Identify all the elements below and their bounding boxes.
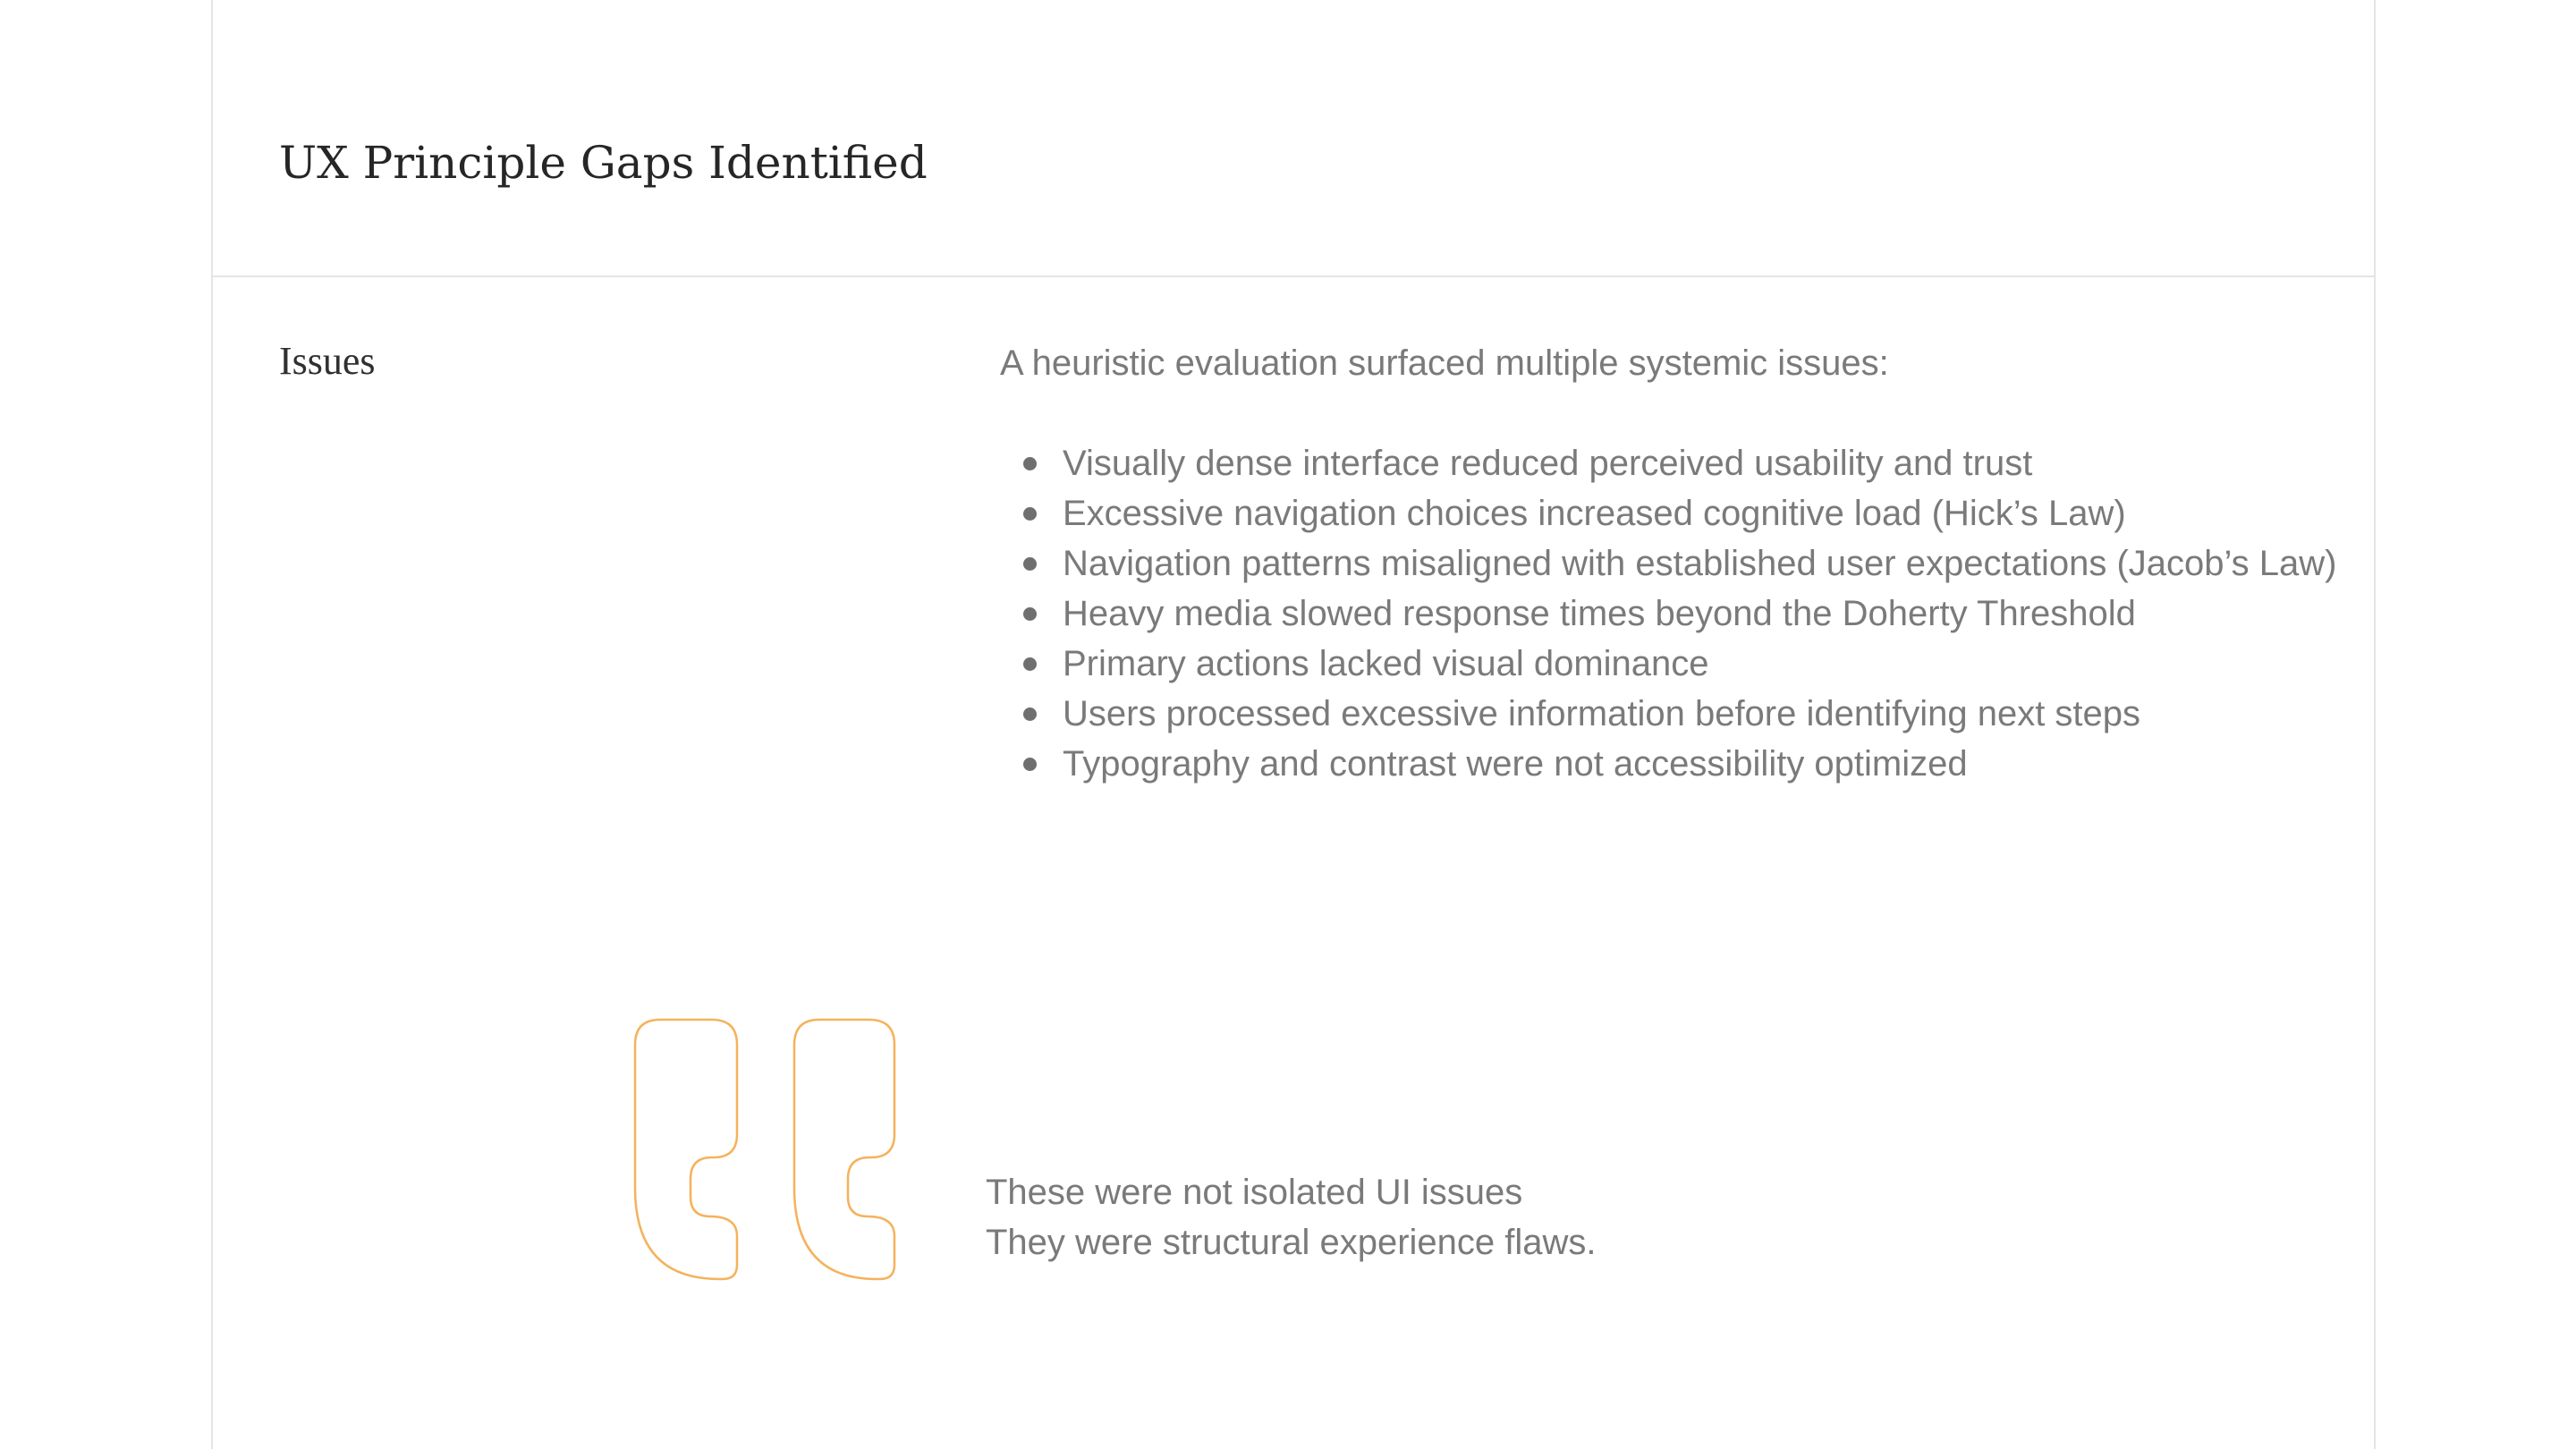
bullet-icon: [1023, 758, 1037, 771]
list-item: [1063, 689, 2521, 739]
list-item-text: Users processed excessive information before identifying next steps: [1063, 694, 2141, 733]
list-item-text: Visually dense interface reduced perceived usability and trust: [1063, 444, 2033, 483]
list-item: [1063, 739, 2521, 789]
quote-line-1: These were not isolated UI issues: [986, 1173, 1523, 1212]
list-item: [1063, 589, 2521, 639]
quote-text: [986, 1167, 1597, 1267]
quote-mark-icon: [633, 1018, 902, 1281]
list-item-text: Heavy media slowed response times beyond the Doherty Threshold: [1063, 594, 2136, 633]
list-item: [1063, 438, 2521, 488]
bullet-icon: [1023, 507, 1037, 521]
bullet-icon: [1023, 557, 1037, 571]
quote-line-2: They were structural experience flaws.: [986, 1223, 1597, 1262]
issues-list: [1063, 438, 2521, 789]
bullet-icon: [1023, 657, 1037, 671]
content-panel: [211, 0, 2376, 1449]
section-label-issues: Issues: [279, 339, 376, 383]
list-item: [1063, 639, 2521, 689]
page-title: UX Principle Gaps Identified: [279, 137, 928, 189]
list-item-text: Excessive navigation choices increased cognitive load (Hick’s Law): [1063, 494, 2126, 533]
bullet-icon: [1023, 607, 1037, 621]
list-item-text: Typography and contrast were not accessibility optimized: [1063, 744, 1968, 784]
bullet-icon: [1023, 708, 1037, 721]
list-item-text: Navigation patterns misaligned with established user expectations (Jacob’s Law): [1063, 544, 2337, 583]
header-divider: [213, 275, 2374, 277]
list-item: [1063, 538, 2521, 589]
list-item: [1063, 488, 2521, 538]
list-item-text: Primary actions lacked visual dominance: [1063, 644, 1709, 683]
issues-intro: A heuristic evaluation surfaced multiple systemic issues:: [1000, 343, 1889, 383]
bullet-icon: [1023, 457, 1037, 470]
